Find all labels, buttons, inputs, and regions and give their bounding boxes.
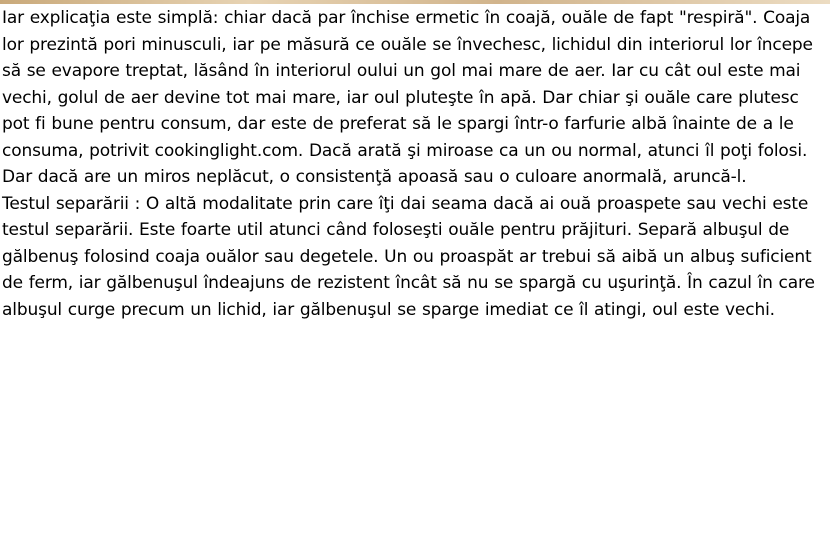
paragraph-explanation: Iar explicaţia este simplă: chiar dacă par închise ermetic în coajă, ouăle de fapt "respiră". Coaja lor prezintă pori minusculi, iar pe măsură ce ouăle se învechesc, lichidul din interiorul lor începe să se evapore treptat, lăsând în interiorul oului un gol mai mare de aer. Iar cu cât oul este mai vechi, golul de aer devine tot mai mare, iar oul pluteşte în apă. Dar chiar şi ouăle care plutesc pot fi bune pentru consum, dar este de preferat să le spargi într-o farfurie albă înainte de a le consuma, potrivit cookinglight.com. Dacă arată şi miroase ca un ou normal, atunci îl poţi folosi. Dar dacă are un miros neplăcut, o consistenţă apoasă sau o culoare anormală, aruncă-l.: [2, 8, 813, 187]
paragraph-separation-test: Testul separării : O altă modalitate prin care îţi dai seama dacă ai ouă proaspete sau vechi este testul separării. Este foarte util atunci când foloseşti ouăle pentru prăjituri. Separă albuşul de gălbenuş folosind coaja ouălor sau degetele. Un ou proaspăt ar trebui să aibă un albuş suficient de ferm, iar gălbenuşul îndeajuns de rezistent încât să nu se spargă cu uşurinţă. În cazul în care albuşul curge precum un lichid, iar gălbenuşul se sparge imediat ce îl atingi, oul este vechi.: [2, 193, 815, 320]
top-image-edge: [0, 0, 830, 4]
article-body: [2, 5, 826, 323]
